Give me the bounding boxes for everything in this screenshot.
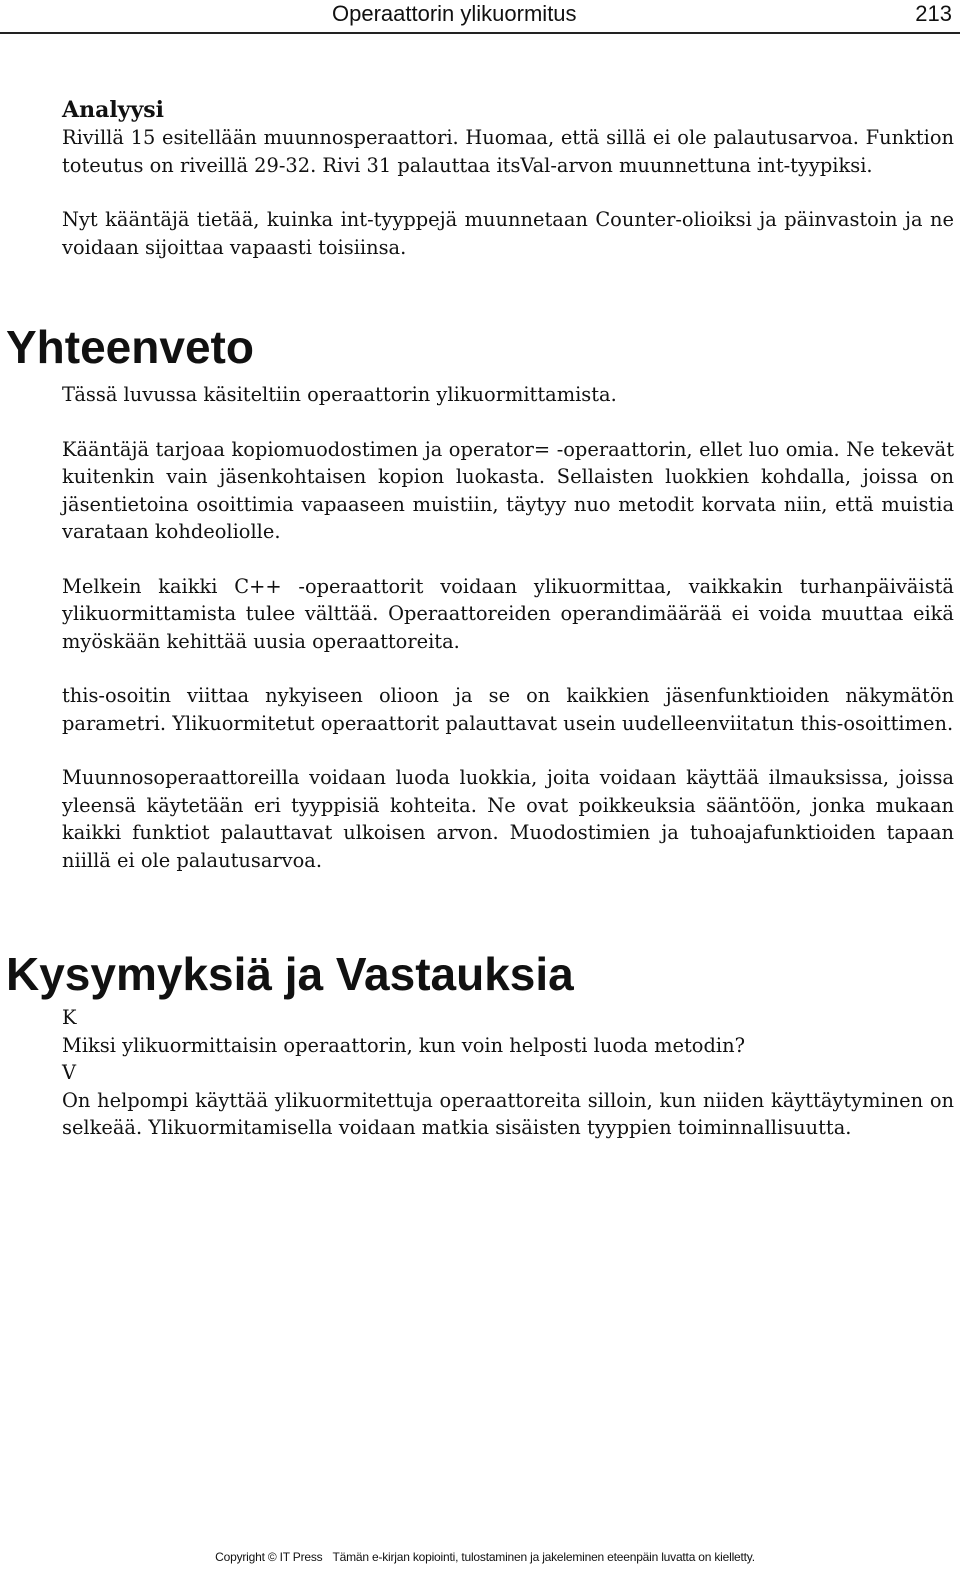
copyright-notice: Tämän e-kirjan kopiointi, tulostaminen ja jakeleminen eteenpäin luvatta on kielletty. <box>332 1550 755 1564</box>
analyysi-paragraph-2: Nyt kääntäjä tietää, kuinka int-tyyppejä muunnetaan Counter-olioiksi ja päinvastoin ja ne voidaan sijoittaa vapaasti toisiinsa. <box>62 208 954 259</box>
analyysi-heading: Analyysi <box>62 97 164 123</box>
yhteenveto-paragraph-5: Muunnosoperaattoreilla voidaan luoda luokkia, joita voidaan käyttää ilmauksissa, joissa yleensä käytetään eri tyyppisiä kohteita. Ne ovat poikkeuksia sääntöön, jonka mukaan kaikki funktiot palauttavat ulkoisen arvon. Muodostimien ja tuhoajafunktioiden tapaan niillä ei ole palautusarvoa. <box>62 766 954 872</box>
answer-text: On helpompi käyttää ylikuormitettuja operaattoreita silloin, kun niiden käyttäytyminen on selkeää. Ylikuormitamisella voidaan matkia sisäisten tyyppien toiminnallisuutta. <box>62 1088 954 1139</box>
running-title: Operaattorin ylikuormitus <box>332 1 577 26</box>
qa-heading: Kysymyksiä ja Vastauksia <box>6 948 574 1000</box>
analyysi-paragraph-1: Rivillä 15 esitellään muunnosperaattori. Huomaa, että sillä ei ole palautusarvoa. Funktion toteutus on riveillä 29-32. Rivi 31 palauttaa itsVal-arvon muunnettuna int-tyypiksi. <box>62 126 954 177</box>
page-number: 213 <box>915 1 952 26</box>
yhteenveto-paragraph-1: Tässä luvussa käsiteltiin operaattorin ylikuormittamista. <box>62 383 617 406</box>
yhteenveto-paragraph-4: this-osoitin viittaa nykyiseen olioon ja se on kaikkien jäsenfunktioiden näkymätön parametri. Ylikuormitetut operaattorit palauttavat usein uudelleenviitatun this-osoittimen. <box>62 684 954 735</box>
question-text: Miksi ylikuormittaisin operaattorin, kun voin helposti luoda metodin? <box>62 1033 745 1057</box>
page-footer <box>0 1550 960 1564</box>
page-content <box>6 96 954 1142</box>
yhteenveto-paragraph-3: Melkein kaikki C++ -operaattorit voidaan ylikuormittaa, vaikkakin turhanpäiväistä ylikuormittamista tulee välttää. Operaattoreiden operandimäärää ei voida muuttaa eikä myöskään kehittää uusia operaattoreita. <box>62 574 954 653</box>
answer-marker: V <box>62 1061 77 1084</box>
page-header <box>0 0 960 34</box>
copyright-text: Copyright © IT Press <box>215 1550 323 1564</box>
question-marker: K <box>62 1006 77 1029</box>
yhteenveto-heading: Yhteenveto <box>6 321 254 373</box>
yhteenveto-paragraph-2: Kääntäjä tarjoaa kopiomuodostimen ja operator= -operaattorin, ellet luo omia. Ne tekevät kuitenkin vain jäsenkohtaisen kopion luokasta. Sellaisten luokkien kohdalla, joissa on jäsentietoina osoittimia vapaaseen muistiin, täytyy nuo metodit korvata niin, että muistia varataan kohdeoliolle. <box>62 437 954 543</box>
